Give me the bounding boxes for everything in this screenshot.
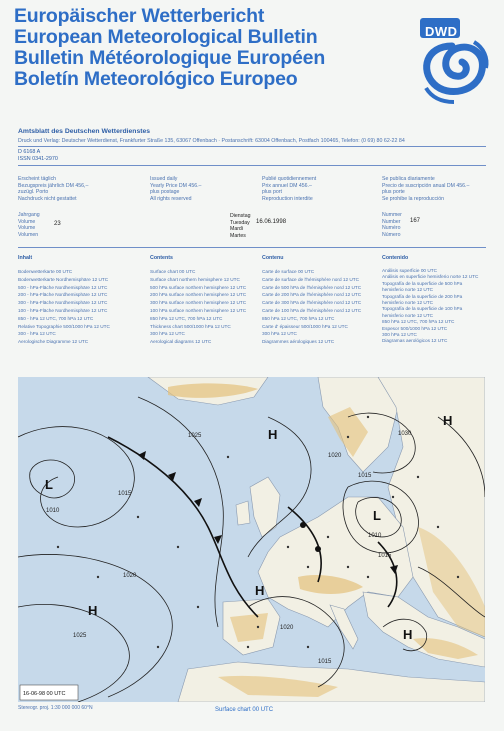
isobar-label: 1020 [280, 625, 294, 631]
contents-heading-fr: Contenu [262, 255, 284, 261]
list-item: 850 hPa 12 UTC, 700 hPa 12 UTC [382, 319, 455, 325]
number-labels [382, 212, 402, 238]
info-line: Issued daily [150, 176, 178, 182]
number-label: Number [382, 218, 401, 225]
day-label: Mardi [230, 226, 243, 233]
isobar-label: 1020 [123, 573, 137, 579]
list-item: Relative Topographie 500/1000 hPa 12 UTC [18, 323, 110, 329]
title-block [14, 6, 325, 90]
list-item: Carte d' épaisseur 500/1000 hPa 12 UTC [262, 323, 348, 329]
low-center: L [45, 477, 53, 492]
day-labels [230, 213, 250, 239]
divider [18, 146, 486, 147]
isobar-label: 1015 [118, 491, 132, 497]
list-item: 100 hPa surface northern hemisphere 12 UTC [150, 307, 247, 313]
volume-label: Volumen [18, 231, 39, 238]
isobar-label: 1030 [398, 431, 412, 437]
list-item: Carte de 300 hPa de l'hémisphère nord 12 UTC [262, 300, 362, 306]
title-fr: Bulletin Météorologique Européen [14, 47, 326, 69]
volume-value: 23 [54, 221, 61, 227]
isobar-label: 1015 [378, 553, 392, 559]
list-item: Diagrammes aérologiques 12 UTC [262, 339, 335, 345]
title-de: Europäischer Wetterbericht [14, 5, 265, 27]
list-item: Thickness chart 500/1000 hPa 12 UTC [150, 323, 231, 329]
list-item: 850 hPa 12 UTC, 700 hPa 12 UTC [150, 315, 223, 321]
volume-label: Volume [18, 225, 36, 232]
list-item: Bodenwetterkarte 00 UTC [18, 269, 73, 274]
title-es: Boletín Meteorológico Europeo [14, 68, 298, 90]
volume-label: Jahrgang [18, 212, 40, 218]
day-label: Tuesday [230, 219, 250, 226]
contents-list-fr [262, 268, 361, 346]
list-item: 300 - hPa-Fläche Nordhemisphäre 12 UTC [18, 300, 108, 306]
list-item: Surface chart 00 UTC [150, 269, 196, 274]
list-item: Análisis superficie 00 UTC [382, 268, 437, 273]
info-line: Yearly Price DM 456.– [150, 182, 202, 189]
contents-heading-de: Inhalt [18, 255, 33, 261]
high-center: H [268, 427, 278, 442]
divider [18, 165, 486, 166]
list-item: 200 - hPa-Fläche Nordhemisphäre 12 UTC [18, 292, 108, 298]
contents-heading-es: Contenido [382, 255, 409, 261]
info-line: Se publica diariamente [382, 176, 435, 182]
list-item: Carte de surface de l'hémisphère nord 12 UTC [262, 276, 360, 282]
dwd-logo-text: DWD [425, 24, 458, 39]
isobar-label: 1025 [73, 633, 87, 639]
list-item: Topografía de la superficie de 100 hPa hemisferio norte 12 UTC [382, 306, 463, 318]
list-item: Carte de 200 hPa de l'hémisphère nord 12 UTC [262, 292, 362, 298]
address-line: Druck und Verlag: Deutscher Wetterdienst, Frankfurter Straße 135, 63067 Offenbach · Postanschrift: 63004 Offenbach, Postfach 100465, Telefon: (0 69) 80 62-22 84 [18, 138, 405, 144]
divider [18, 247, 486, 248]
list-item: 100 - hPa-Fläche Nordhemisphäre 12 UTC [18, 307, 108, 313]
list-item: 300 hPa surface northern hemisphere 12 UTC [150, 300, 247, 306]
day-label: Martes [230, 232, 246, 239]
issue-number: 167 [410, 218, 421, 224]
title-en: European Meteorological Bulletin [14, 26, 318, 48]
info-line: Prix annuel DM 456.– [262, 182, 312, 189]
info-line: Nachdruck nicht gestattet [18, 195, 77, 202]
issn-block [18, 149, 58, 163]
list-item: Espesor 500/1000 hPa 12 UTC [382, 325, 448, 331]
list-item: Carte de 100 hPa de l'hémisphère nord 12 UTC [262, 307, 362, 313]
volume-label: Volume [18, 218, 36, 225]
list-item: 300 hPa 12 UTC [150, 331, 185, 337]
day-label: Dienstag [230, 213, 251, 219]
info-line: zuzügl. Porto [18, 189, 49, 196]
info-es [382, 176, 469, 202]
info-de [18, 176, 88, 202]
list-item: Aerological diagrams 12 UTC [150, 339, 212, 345]
isobar-label: 1010 [368, 533, 382, 539]
high-center: H [88, 603, 98, 618]
surface-weather-map [18, 377, 485, 702]
list-item: Aerologische Diagramme 12 UTC [18, 339, 89, 345]
list-item: 500 - hPa-Fläche Nordhemisphäre 12 UTC [18, 284, 108, 290]
list-item: 500 hPa surface northern hemisphere 12 UTC [150, 284, 247, 290]
info-line: Bezugspreis jährlich DM 456,– [18, 182, 89, 189]
list-item: Bodenwetterkarte Nordhemisphäre 12 UTC [18, 276, 109, 282]
isobar-label: 1015 [358, 473, 372, 479]
list-item: 300 hPa 12 UTC [382, 332, 417, 338]
low-center: L [373, 508, 381, 523]
code: D 6168 A [18, 149, 41, 155]
warm-front-semicircle [315, 546, 321, 552]
info-line: plus port [262, 189, 282, 196]
info-line: Erscheint täglich [18, 176, 57, 182]
info-line: All rights reserved [150, 195, 192, 202]
issue-date: 16.06.1998 [256, 219, 287, 225]
contents-list-es [382, 268, 482, 345]
info-line: Publié quotidiennement [262, 176, 317, 182]
list-item: 200 hPa surface northern hemisphere 12 UTC [150, 292, 247, 298]
high-center: H [403, 627, 413, 642]
number-label: Número [382, 231, 401, 238]
info-line: Se prohibe la reproducción [382, 195, 445, 202]
isobar-label: 1020 [328, 453, 342, 459]
info-line: plus postage [150, 189, 180, 196]
contents-list-en [150, 268, 246, 346]
issn: ISSN 0341-2970 [18, 156, 58, 162]
contents-heading-en: Contents [150, 255, 173, 261]
number-label: Numéro [382, 225, 401, 232]
warm-front-semicircle [300, 522, 306, 528]
list-item: Topografía de la superficie de 500 hPa hemisferio norte 12 UTC [382, 280, 463, 293]
contents-list-de [18, 268, 110, 346]
number-label: Nummer [382, 212, 402, 218]
list-item: 850 hPa 12 UTC, 700 hPa 12 UTC [262, 315, 335, 321]
publisher: Amtsblatt des Deutschen Wetterdienstes [18, 128, 151, 135]
isobar-label: 1015 [318, 659, 332, 665]
isobar-label: 1010 [46, 508, 60, 514]
high-center: H [443, 413, 453, 428]
list-item: Topografía de la superficie de 200 hPa hemisferio norte 12 UTC [382, 293, 463, 306]
info-fr [262, 176, 316, 202]
list-item: Carte de surface 00 UTC [262, 269, 315, 274]
info-en [150, 176, 201, 202]
map-caption: Surface chart 00 UTC [215, 707, 274, 713]
list-item: 850 - hPa 12 UTC, 700 hPa 12 UTC [18, 315, 94, 321]
volume-labels [18, 212, 40, 238]
map-scale: Stereogr. proj. 1:30 000 000 60°N [18, 705, 93, 711]
ireland-land [236, 501, 250, 525]
list-item: Análisis en superficie hemisferio norte 12 UTC [382, 274, 479, 280]
list-item: Carte de 500 hPa de l'hémisphère nord 12 UTC [262, 284, 362, 290]
list-item: 300 - hPa 12 UTC [18, 331, 56, 337]
map-stamp: 16-06-98 00 UTC [23, 691, 66, 697]
list-item: Diagramas aerológicos 12 UTC [382, 338, 448, 344]
isobar-label: 1025 [188, 433, 202, 439]
info-line: Reproduction interdite [262, 195, 313, 202]
info-line: Precio de suscripción anual DM 456.– [382, 182, 470, 189]
info-line: plus porte [382, 189, 405, 196]
high-center: H [255, 583, 265, 598]
list-item: Surface chart northern hemisphere 12 UTC [150, 276, 240, 282]
list-item: 300 hPa 12 UTC [262, 331, 297, 337]
